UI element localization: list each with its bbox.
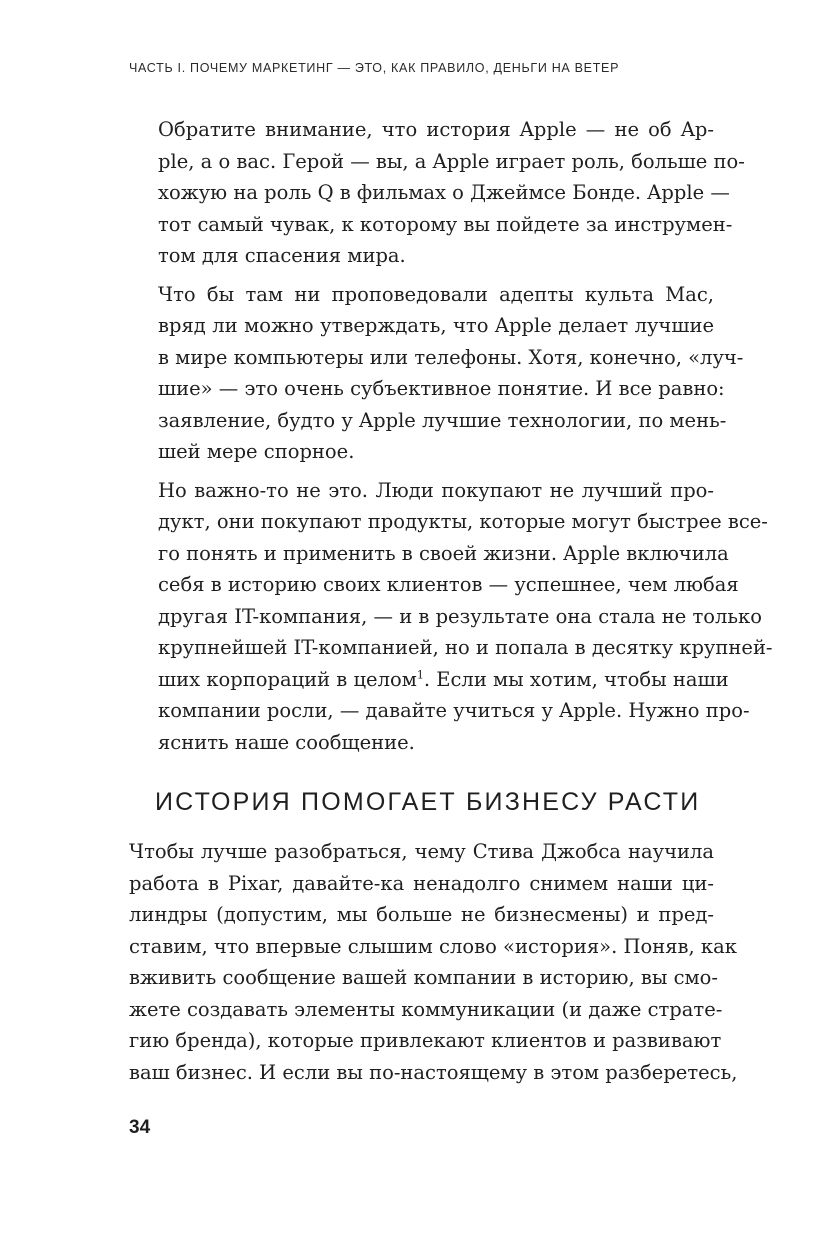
text-line: Но важно-то не это. Люди покупают не лучший про- bbox=[158, 478, 714, 502]
paragraph-2 bbox=[129, 279, 744, 468]
text-line-with-footnote bbox=[129, 664, 729, 696]
text-line: вживить сообщение вашей компании в историю, вы смо- bbox=[129, 966, 718, 989]
text-line: яснить наше сообщение. bbox=[158, 730, 415, 754]
text-line: ple, а о вас. Герой — вы, а Apple играет роль, больше по- bbox=[158, 149, 745, 173]
text-line: жете создавать элементы коммуникации (и даже страте- bbox=[129, 997, 723, 1021]
paragraph-1 bbox=[129, 114, 745, 272]
footnote-marker[interactable]: 1 bbox=[416, 668, 424, 681]
text-line: шей мере спорное. bbox=[158, 440, 355, 463]
paragraph-3 bbox=[129, 475, 773, 759]
text-line: тот самый чувак, к которому вы пойдете за инструмен- bbox=[158, 212, 733, 236]
body-text-bottom bbox=[129, 836, 738, 1095]
page-number: 34 bbox=[129, 1117, 151, 1138]
text-line: в мире компьютеры или телефоны. Хотя, конечно, «луч- bbox=[158, 345, 744, 369]
running-head: ЧАСТЬ I. ПОЧЕМУ МАРКЕТИНГ — ЭТО, КАК ПРАВИЛО, ДЕНЬГИ НА ВЕТЕР bbox=[129, 61, 620, 75]
text-line: заявление, будто у Apple лучшие технологии, по мень- bbox=[158, 408, 727, 432]
paragraph-4 bbox=[129, 836, 738, 1088]
text-line: дукт, они покупают продукты, которые могут быстрее все- bbox=[158, 510, 768, 533]
text-line: себя в историю своих клиентов — успешнее, чем любая bbox=[158, 573, 739, 596]
text-line: хожую на роль Q в фильмах о Джеймсе Бонде. Apple — bbox=[158, 181, 730, 204]
text-line: ставим, что впервые слышим слово «история». Поняв, как bbox=[129, 934, 737, 958]
text-line: го понять и применить в своей жизни. Apple включила bbox=[158, 541, 729, 565]
body-text-top bbox=[129, 114, 773, 765]
text-line: линдры (допустим, мы больше не бизнесмены) и пред- bbox=[129, 903, 714, 926]
text-line: том для спасения мира. bbox=[158, 244, 406, 267]
text-line: Обратите внимание, что история Apple — не об Ap- bbox=[158, 118, 714, 141]
text-line: компании росли, — давайте учиться у Apple. Нужно про- bbox=[158, 699, 750, 722]
text-line: шие» — это очень субъективное понятие. И все равно: bbox=[158, 377, 725, 400]
text-line: гию бренда), которые привлекают клиентов и развивают bbox=[129, 1029, 722, 1052]
section-heading: ИСТОРИЯ ПОМОГАЕТ БИЗНЕСУ РАСТИ bbox=[155, 788, 701, 816]
text-line: Чтобы лучше разобраться, чему Стива Джобса научила bbox=[129, 840, 714, 863]
text-line: вряд ли можно утверждать, что Apple делает лучшие bbox=[158, 314, 714, 337]
footnote-line-end: . Если мы хотим, чтобы наши bbox=[423, 667, 729, 691]
text-line: крупнейшей IT-компанией, но и попала в десятку крупней- bbox=[158, 636, 773, 659]
footnote-line-start: ших корпораций в целом bbox=[158, 667, 417, 691]
text-line: Что бы там ни проповедовали адепты культа Mac, bbox=[158, 282, 714, 306]
text-line: другая IT-компания, — и в результате она стала не только bbox=[158, 604, 762, 628]
text-line: ваш бизнес. И если вы по-настоящему в этом разберетесь, bbox=[129, 1060, 738, 1084]
text-line: работа в Pixar, давайте-ка ненадолго снимем наши ци- bbox=[129, 871, 714, 895]
